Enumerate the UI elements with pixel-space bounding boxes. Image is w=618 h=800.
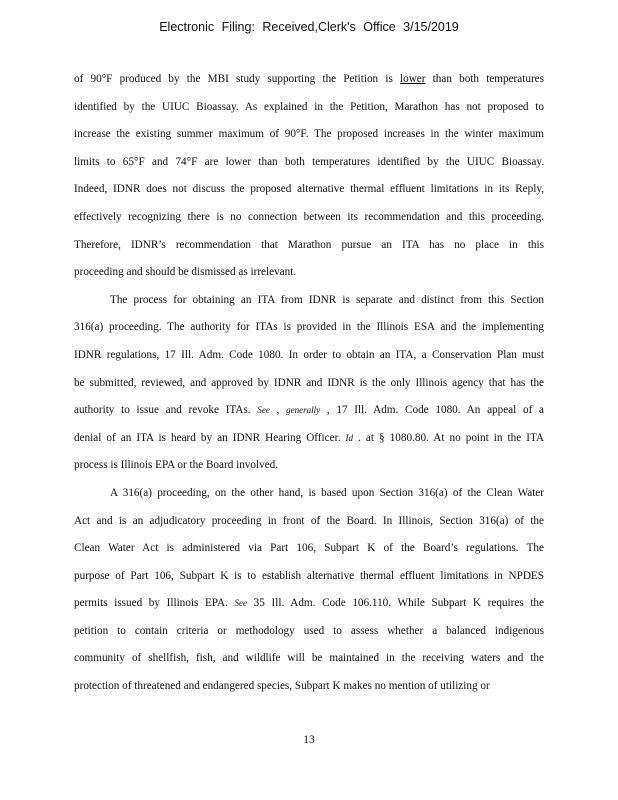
text-line (74, 291, 544, 319)
text-line (74, 153, 544, 181)
text-line (74, 236, 544, 264)
text-run: increase the existing summer maximum of 90°F. The proposed increases in the winter maximum (74, 128, 544, 141)
text-run: permits issued by Illinois EPA. (74, 597, 235, 610)
text-line (74, 318, 544, 346)
text-line (74, 512, 544, 540)
text-run: Clean Water Act is administered via Part 106, Subpart K of the Board’s regulations. The (74, 542, 544, 555)
text-line (74, 70, 544, 98)
text-run: of 90°F produced by the MBI study supporting the Petition is (74, 73, 400, 85)
citation-signal: See (257, 405, 270, 416)
text-line (74, 180, 544, 208)
text-run: identified by the UIUC Bioassay. As explained in the Petition, Marathon has not proposed to (74, 100, 544, 113)
text-run: community of shellfish, fish, and wildlife will be maintained in the receiving waters and the (74, 652, 544, 665)
text-line (74, 456, 544, 484)
citation-signal: generally (286, 405, 321, 416)
text-run: authority to issue and revoke ITAs. (74, 404, 258, 417)
text-line (74, 263, 544, 291)
text-run: effectively recognizing there is no connection between its recommendation and this proceeding. (74, 210, 544, 223)
text-run: Act and is an adjudicatory proceeding in front of the Board. In Illinois, Section 316(a) of the (74, 514, 544, 527)
text-line (74, 208, 544, 236)
text-run: A 316(a) proceeding, on the other hand, is based upon Section 316(a) of the Clean Water (110, 486, 544, 499)
document-body (74, 70, 544, 705)
text-line (74, 98, 544, 126)
emphasis-run: lower (400, 73, 426, 85)
text-run: 316(a) proceeding. The authority for ITAs is provided in the Illinois ESA and the implementing (74, 321, 544, 334)
text-line (74, 622, 544, 650)
text-run: Indeed, IDNR does not discuss the proposed alternative thermal effluent limitations in its Reply, (74, 183, 544, 196)
paragraph-3 (74, 484, 544, 705)
text-run: denial of an ITA is heard by an IDNR Hearing Officer. (74, 431, 346, 444)
text-run: , 17 Ill. Adm. Code 1080. An appeal of a (320, 404, 544, 417)
text-run: 35 Ill. Adm. Code 106.110. While Subpart K requires the (247, 597, 544, 610)
text-line (74, 484, 544, 512)
text-run: IDNR regulations, 17 Ill. Adm. Code 1080. In order to obtain an ITA, a Conservation Plan must (74, 348, 544, 361)
citation-signal: See (234, 598, 248, 609)
text-line (74, 539, 544, 567)
paragraph-2 (74, 291, 544, 484)
text-run: purpose of Part 106, Subpart K is to establish alternative thermal effluent limitations in NPDES (74, 569, 544, 582)
text-line (74, 374, 544, 402)
text-run: , (269, 404, 287, 417)
text-run: Therefore, IDNR’s recommendation that Marathon pursue an ITA has no place in this (74, 238, 544, 251)
text-line (74, 346, 544, 374)
text-line (74, 125, 544, 153)
paragraph-1 (74, 70, 544, 291)
text-run: process is Illinois EPA or the Board involved. (74, 459, 279, 472)
filing-stamp-header: Electronic Filing: Received,Clerk's Office 3/15/2019 (159, 20, 459, 34)
text-run: The process for obtaining an ITA from IDNR is separate and distinct from this Section (110, 293, 544, 306)
text-run: proceeding and should be dismissed as irrelevant. (74, 266, 297, 279)
text-run: limits to 65°F and 74°F are lower than both temperatures identified by the UIUC Bioassay. (74, 155, 544, 168)
text-line (74, 567, 544, 595)
text-run: protection of threatened and endangered species, Subpart K makes no mention of utilizing or (74, 680, 490, 693)
text-line (74, 429, 544, 457)
text-line (74, 594, 544, 622)
text-run: than both temperatures (425, 73, 544, 85)
text-line (74, 401, 544, 429)
text-run: . at § 1080.80. At no point in the ITA (353, 431, 544, 444)
text-line (74, 677, 544, 705)
text-run: be submitted, reviewed, and approved by IDNR and IDNR is the only Illinois agency that has the (74, 376, 544, 389)
citation-signal: Id (345, 432, 354, 443)
text-line (74, 649, 544, 677)
text-run: petition to contain criteria or methodology used to assess whether a balanced indigenous (74, 624, 544, 637)
page-number: 13 (303, 734, 315, 746)
